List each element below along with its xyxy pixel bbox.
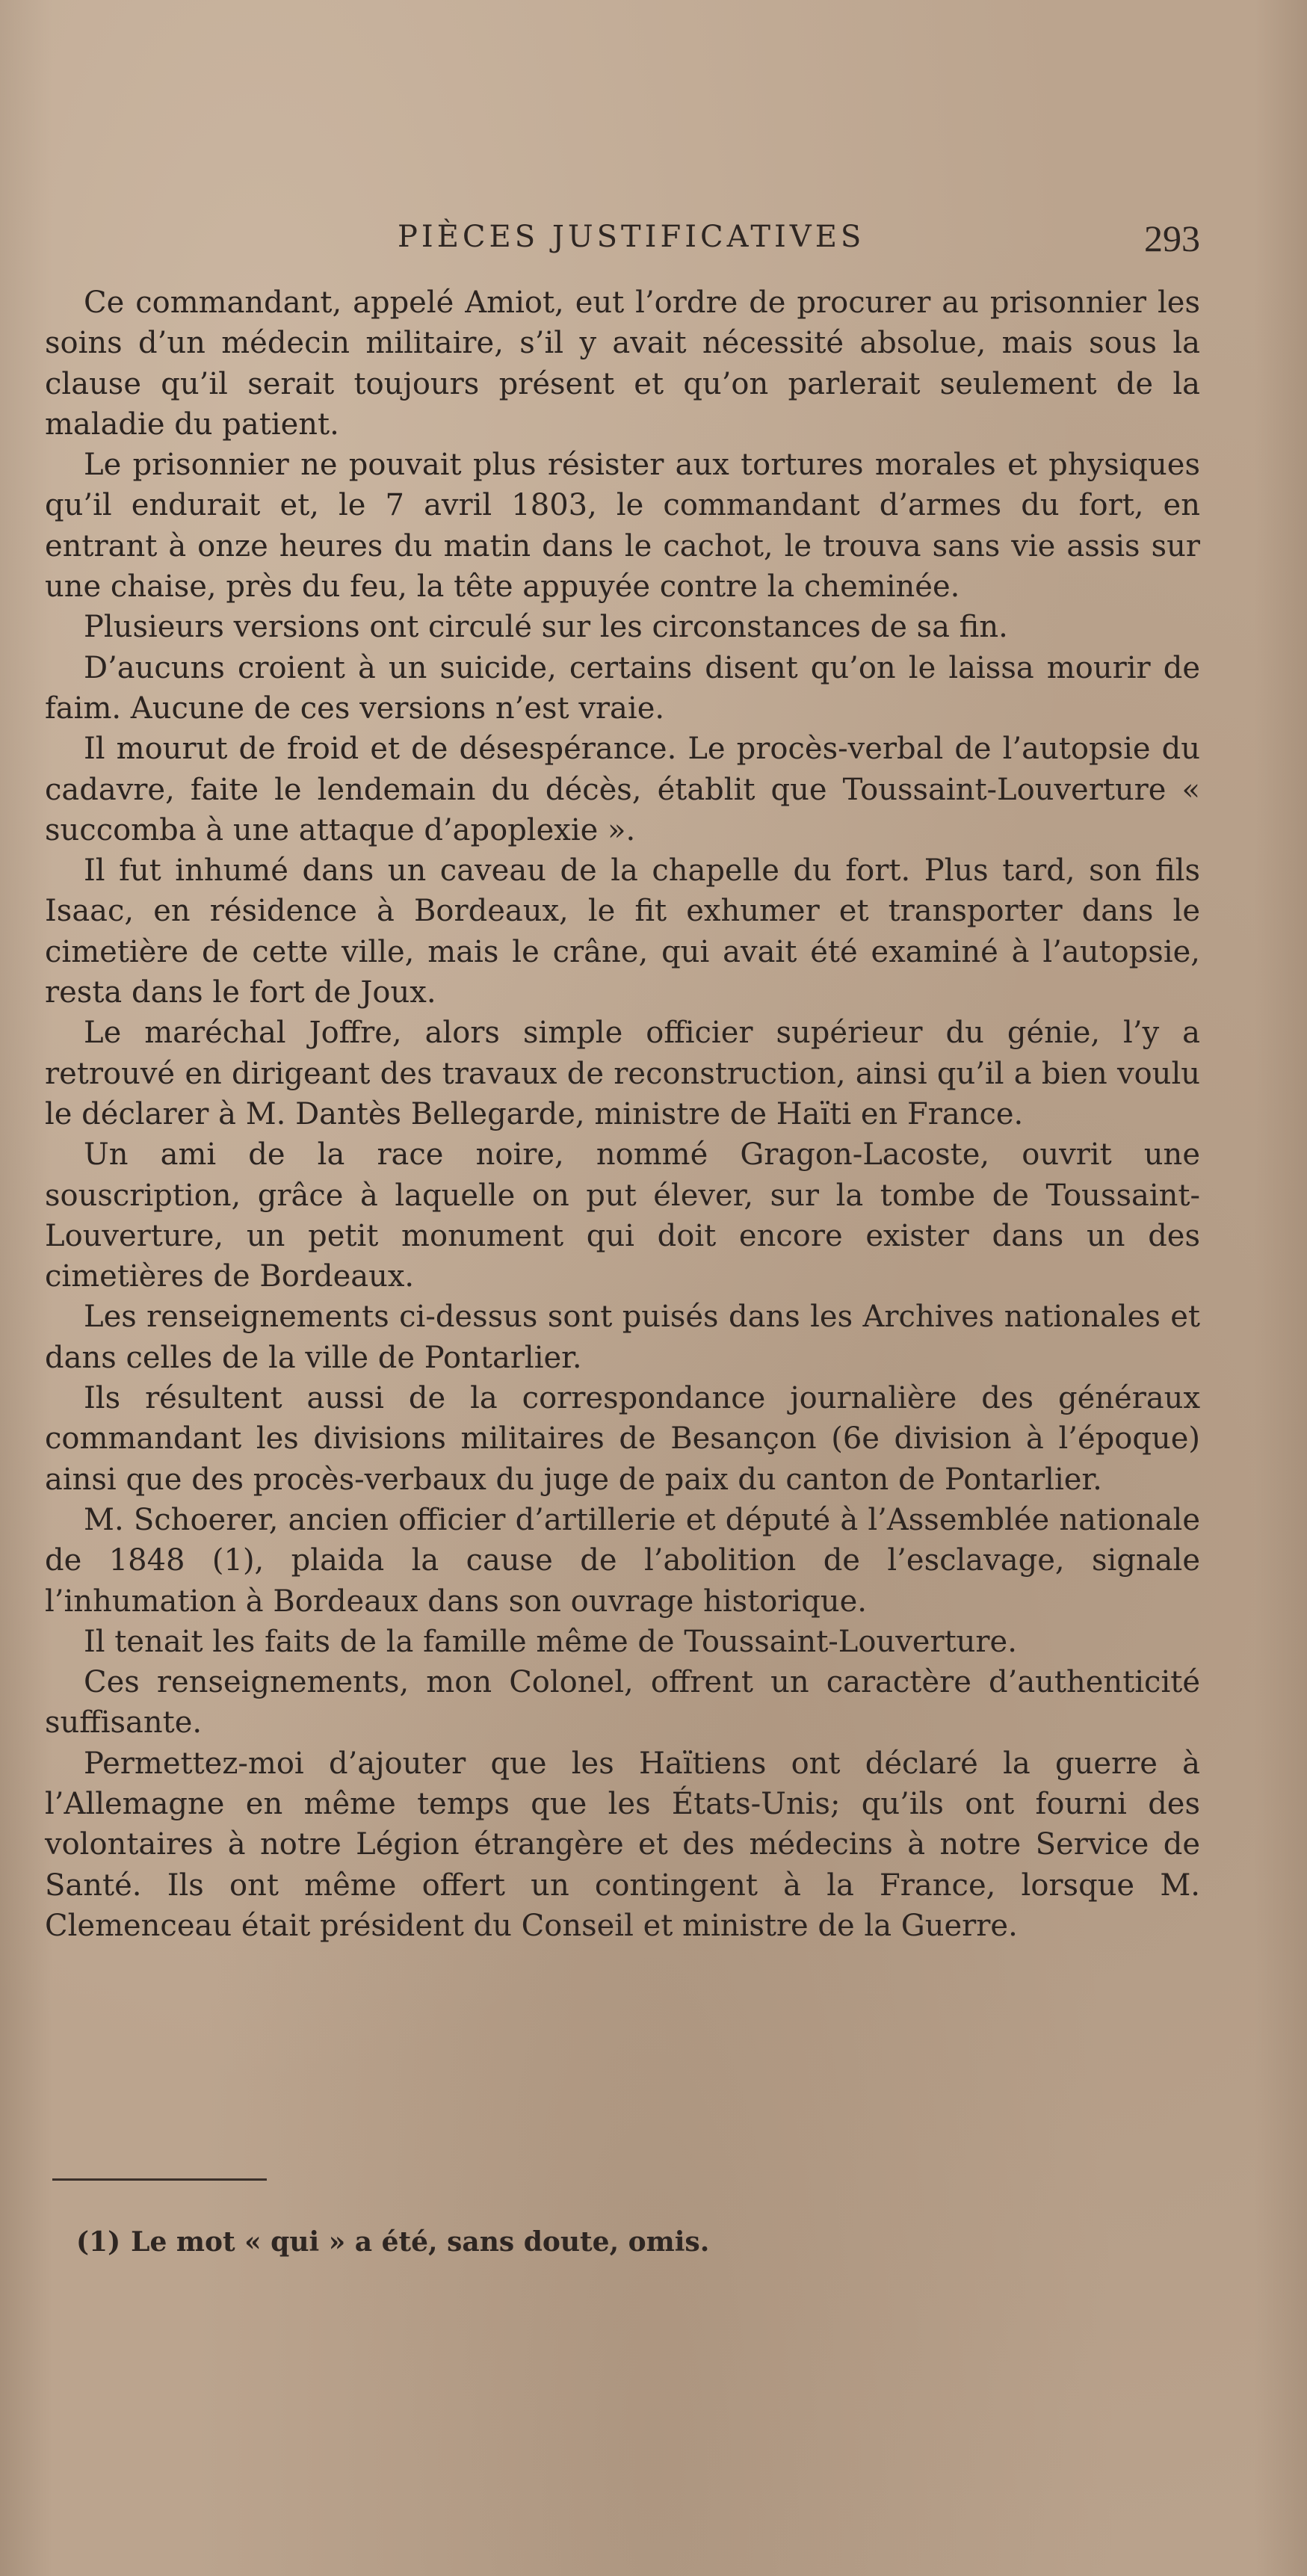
paragraph: Permettez-moi d’ajouter que les Haïtiens ont déclaré la guerre à l’Allemagne en même temps que les États-Unis; qu’ils ont fourni des volontaires à notre Légion étrangère et des médecins à notre Service de Santé. Ils ont même offert un contingent à la France, lorsque M. Clemenceau était président du Conseil et ministre de la Guerre.: [45, 1746, 1200, 1943]
paragraph: Ces renseignements, mon Colonel, offrent un caractère d’authenticité suffisante.: [45, 1665, 1200, 1741]
paragraph: Le maréchal Joffre, alors simple officier supérieur du génie, l’y a retrouvé en dirigeant des travaux de reconstruction, ainsi qu’il a bien voulu le déclarer à M. Dantès Bellegarde, ministre de Haïti en France.: [45, 1016, 1200, 1131]
body-text: [45, 282, 1200, 1946]
paragraph: Il fut inhumé dans un caveau de la chapelle du fort. Plus tard, son fils Isaac, en résidence à Bordeaux, le fit exhumer et transporter dans le cimetière de cette ville, mais le crâne, qui avait été examiné à l’autopsie, resta dans le fort de Joux.: [45, 853, 1200, 1010]
paragraph: Ce commandant, appelé Amiot, eut l’ordre de procurer au prisonnier les soins d’un médecin militaire, s’il y avait nécessité absolue, mais sous la clause qu’il serait toujours présent et qu’on parlerait seulement de la maladie du patient.: [45, 285, 1200, 442]
running-title: PIÈCES JUSTIFICATIVES: [398, 220, 865, 254]
paragraph: Il tenait les faits de la famille même de Toussaint-Louverture.: [84, 1624, 1017, 1659]
paragraph: Le prisonnier ne pouvait plus résister aux tortures morales et physiques qu’il endurait et, le 7 avril 1803, le commandant d’armes du fort, en entrant à onze heures du matin dans le cachot, le trouva sans vie assis sur une chaise, près du feu, la tête appuyée contre la cheminée.: [45, 448, 1200, 605]
paragraph: Il mourut de froid et de désespérance. Le procès-verbal de l’autopsie du cadavre, faite le lendemain du décès, établit que Toussaint-Louverture « succomba à une attaque d’apoplexie ».: [45, 732, 1200, 847]
footnote-divider: [52, 2178, 267, 2181]
paragraph: Ils résultent aussi de la correspondance journalière des généraux commandant les divisions militaires de Besançon (6e division à l’époque) ainsi que des procès-verbaux du juge de paix du canton de Pontarlier.: [45, 1381, 1200, 1497]
paragraph: Les renseignements ci-dessus sont puisés dans les Archives nationales et dans celles de la ville de Pontarlier.: [45, 1300, 1200, 1375]
footnote-text: Le mot « qui » a été, sans doute, omis.: [131, 2226, 710, 2258]
page-number: 293: [1144, 217, 1200, 259]
footnote-mark: (1): [76, 2226, 121, 2258]
page-header: [45, 217, 1200, 269]
paragraph: Plusieurs versions ont circulé sur les circonstances de sa fin.: [84, 610, 1008, 645]
paragraph: M. Schoerer, ancien officier d’artillerie et député à l’Assemblée nationale de 1848 (1), plaida la cause de l’abolition de l’esclavage, signale l’inhumation à Bordeaux dans son ouvrage historique.: [45, 1502, 1200, 1619]
footnote: [76, 2224, 1122, 2260]
paragraph: Un ami de la race noire, nommé Gragon-Lacoste, ouvrit une souscription, grâce à laquelle on put élever, sur la tombe de Toussaint-Louverture, un petit monument qui doit encore exister dans un des cimetières de Bordeaux.: [45, 1137, 1200, 1294]
paragraph: D’aucuns croient à un suicide, certains disent qu’on le laissa mourir de faim. Aucune de ces versions n’est vraie.: [45, 650, 1200, 726]
